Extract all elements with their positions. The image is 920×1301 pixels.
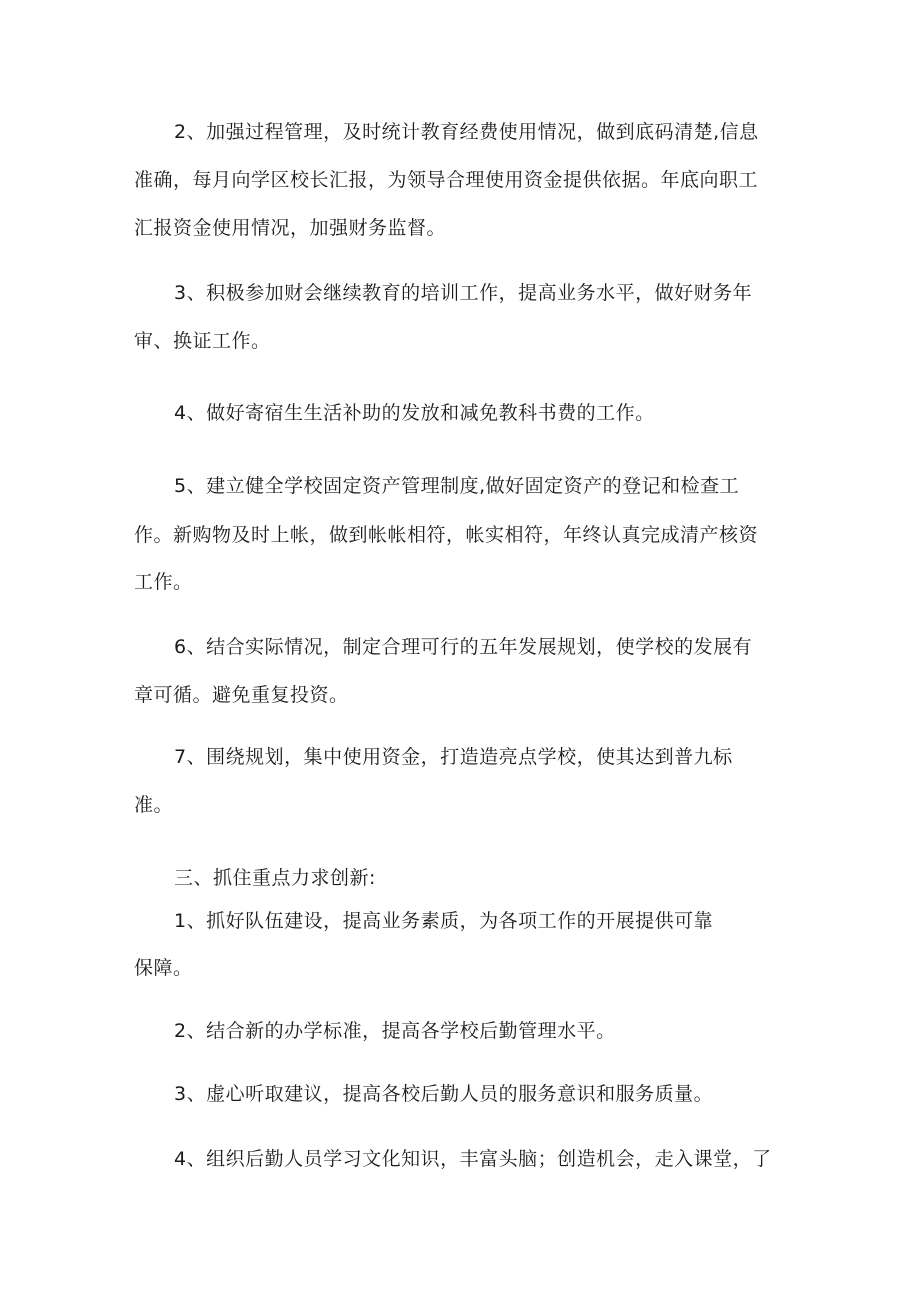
section-3-heading: 三、抓住重点力求创新: xyxy=(174,867,376,889)
paragraph-3-line-1: 3、积极参加财会继续教育的培训工作，提高业务水平，做好财务年 xyxy=(174,282,753,304)
paragraph-2-line-2: 准确，每月向学区校长汇报，为领导合理使用资金提供依据。年底向职工 xyxy=(134,169,759,191)
paragraph-6-line-1: 6、结合实际情况，制定合理可行的五年发展规划，使学校的发展有 xyxy=(174,636,753,658)
paragraph-2-line-3: 汇报资金使用情况，加强财务监督。 xyxy=(134,217,447,239)
section-3-item-1-line-1: 1、抓好队伍建设，提高业务素质，为各项工作的开展提供可靠 xyxy=(174,910,714,932)
paragraph-4-line-1: 4、做好寄宿生生活补助的发放和减免教科书费的工作。 xyxy=(174,402,655,424)
section-3-item-4-line-1: 4、组织后勤人员学习文化知识，丰富头脑；创造机会，走入课堂，了 xyxy=(174,1148,772,1170)
paragraph-7-line-1: 7、围绕规划，集中使用资金，打造造亮点学校，使其达到普九标 xyxy=(174,746,733,768)
paragraph-5-line-2: 作。新购物及时上帐，做到帐帐相符，帐实相符，年终认真完成清产核资 xyxy=(134,524,759,546)
paragraph-5-line-3: 工作。 xyxy=(134,571,193,593)
paragraph-6-line-2: 章可循。避免重复投资。 xyxy=(134,684,349,706)
section-3-item-1-line-2: 保障。 xyxy=(134,957,193,979)
paragraph-7-line-2: 准。 xyxy=(134,794,174,816)
paragraph-5-line-1: 5、建立健全学校固定资产管理制度,做好固定资产的登记和检查工 xyxy=(174,475,740,497)
paragraph-3-line-2: 审、换证工作。 xyxy=(134,330,271,352)
section-3-item-2-line-1: 2、结合新的办学标准，提高各学校后勤管理水平。 xyxy=(174,1020,616,1042)
paragraph-2-line-1: 2、加强过程管理，及时统计教育经费使用情况，做到底码清楚,信息 xyxy=(174,121,759,143)
section-3-item-3-line-1: 3、虚心听取建议，提高各校后勤人员的服务意识和服务质量。 xyxy=(174,1083,714,1105)
